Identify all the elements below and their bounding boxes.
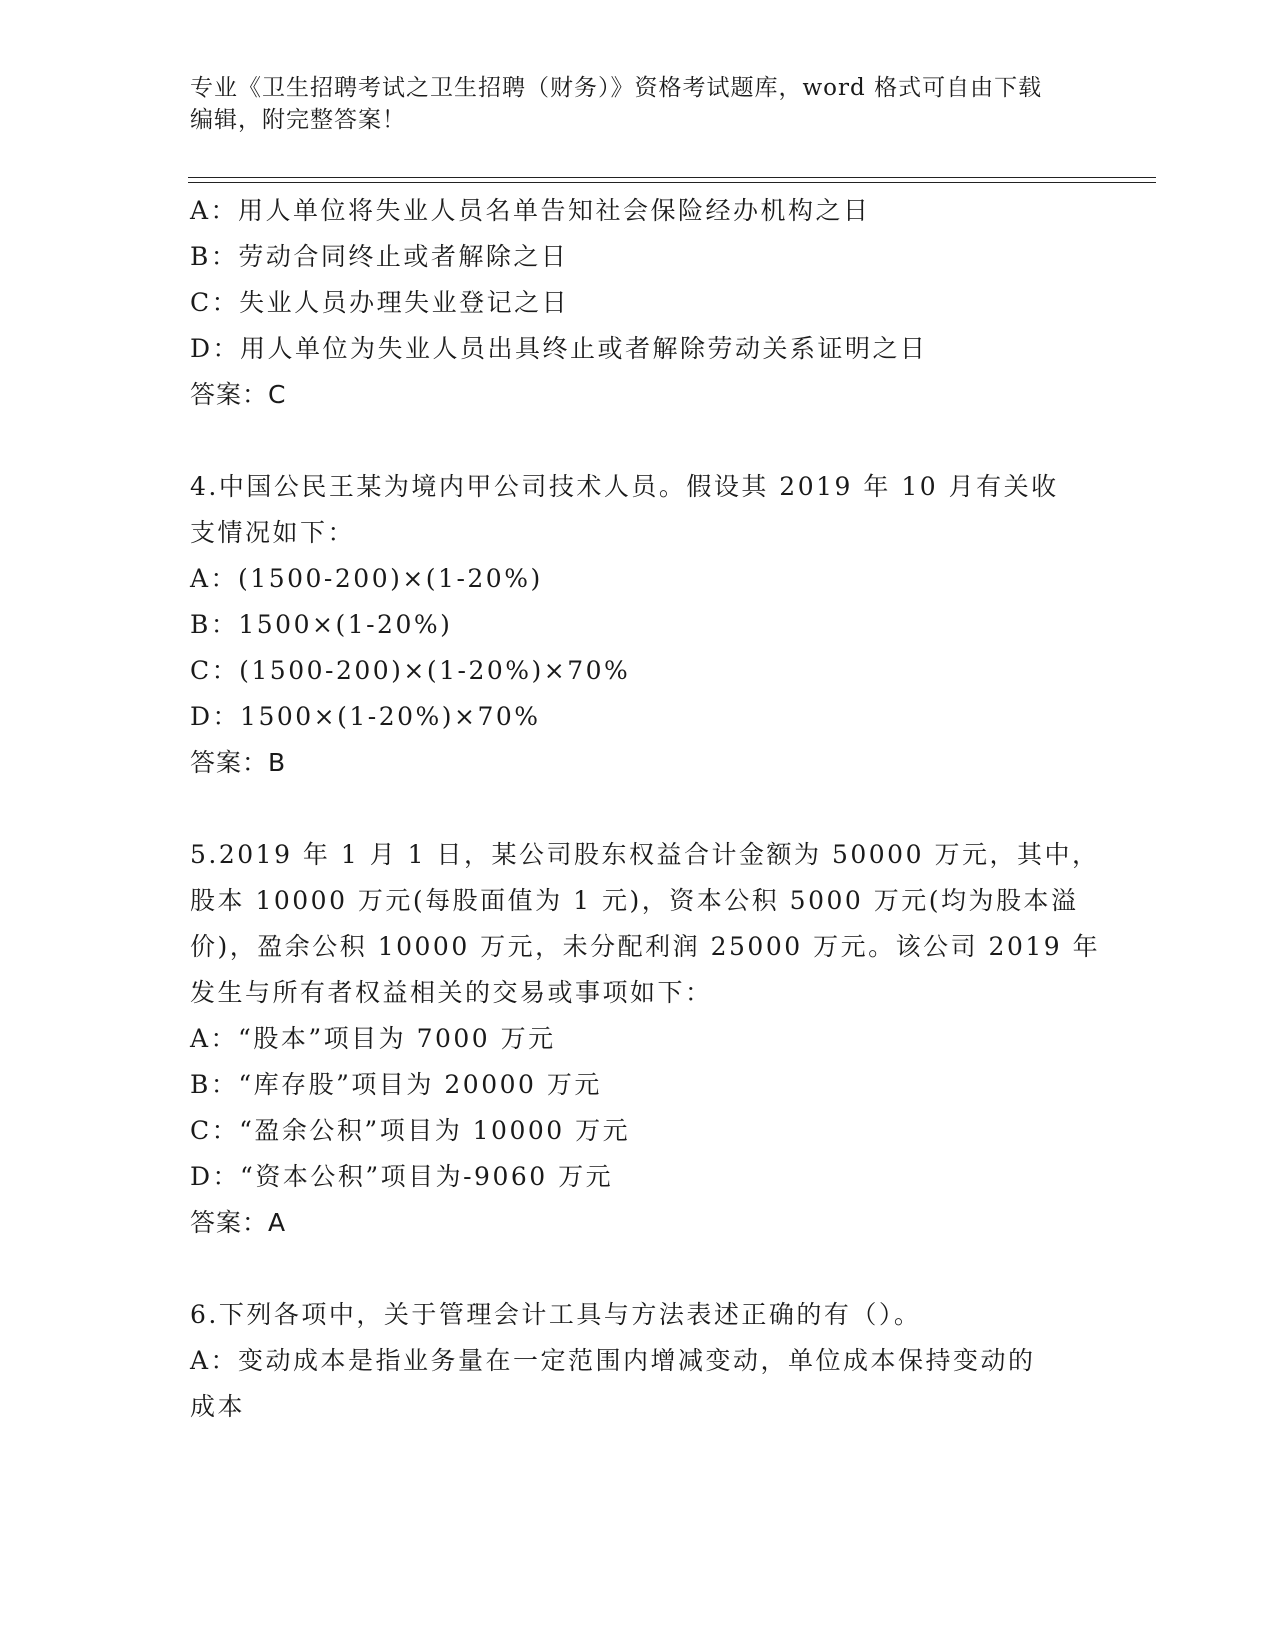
header-rule-bottom bbox=[188, 182, 1156, 183]
q5-option-c: C：“盈余公积”项目为 10000 万元 bbox=[190, 1116, 631, 1145]
header-line-1: 专业《卫生招聘考试之卫生招聘（财务）》资格考试题库，word 格式可自由下载 bbox=[190, 75, 1043, 101]
question-3 bbox=[190, 188, 1090, 418]
question-5 bbox=[190, 832, 1101, 1246]
q5-stem-line-2: 股本 10000 万元(每股面值为 1 元)，资本公积 5000 万元(均为股本溢 bbox=[190, 886, 1079, 915]
question-6 bbox=[190, 1292, 1090, 1430]
spacer bbox=[190, 1246, 1090, 1292]
q4-option-c: C：(1500-200)×(1-20%)×70% bbox=[190, 656, 631, 685]
q5-option-d: D：“资本公积”项目为-9060 万元 bbox=[190, 1162, 614, 1191]
q3-answer: 答案：C bbox=[190, 380, 287, 409]
q4-stem-line-1: 4.中国公民王某为境内甲公司技术人员。假设其 2019 年 10 月有关收 bbox=[190, 472, 1059, 501]
q5-stem-line-3: 价)，盈余公积 10000 万元，未分配利润 25000 万元。该公司 2019 年 bbox=[190, 932, 1101, 961]
q3-option-b: B：劳动合同终止或者解除之日 bbox=[190, 242, 569, 271]
question-content bbox=[190, 188, 1101, 1430]
document-header bbox=[190, 72, 1080, 136]
q4-option-a: A：(1500-200)×(1-20%) bbox=[190, 564, 543, 593]
q4-answer: 答案：B bbox=[190, 748, 287, 777]
q5-option-a: A：“股本”项目为 7000 万元 bbox=[190, 1024, 556, 1053]
q4-option-d: D：1500×(1-20%)×70% bbox=[190, 702, 541, 731]
q5-option-b: B：“库存股”项目为 20000 万元 bbox=[190, 1070, 602, 1099]
q3-option-d: D：用人单位为失业人员出具终止或者解除劳动关系证明之日 bbox=[190, 334, 928, 363]
spacer bbox=[190, 786, 1090, 832]
q6-stem-line-1: 6.下列各项中，关于管理会计工具与方法表述正确的有（）。 bbox=[190, 1300, 922, 1329]
q4-stem-line-2: 支情况如下： bbox=[190, 518, 356, 547]
q5-answer: 答案：A bbox=[190, 1208, 287, 1237]
question-4 bbox=[190, 464, 1090, 786]
q6-option-a: A：变动成本是指业务量在一定范围内增减变动，单位成本保持变动的 bbox=[190, 1346, 1036, 1375]
q3-option-a: A：用人单位将失业人员名单告知社会保险经办机构之日 bbox=[190, 196, 871, 225]
spacer bbox=[190, 418, 1090, 464]
header-rule-top bbox=[188, 177, 1156, 178]
header-line-2: 编辑，附完整答案！ bbox=[190, 107, 406, 133]
q4-option-b: B：1500×(1-20%) bbox=[190, 610, 453, 639]
q5-stem-line-4: 发生与所有者权益相关的交易或事项如下： bbox=[190, 978, 713, 1007]
q6-option-a-continued: 成本 bbox=[190, 1392, 246, 1421]
q3-option-c: C：失业人员办理失业登记之日 bbox=[190, 288, 570, 317]
q5-stem-line-1: 5.2019 年 1 月 1 日，某公司股东权益合计金额为 50000 万元，其中， bbox=[190, 840, 1100, 869]
